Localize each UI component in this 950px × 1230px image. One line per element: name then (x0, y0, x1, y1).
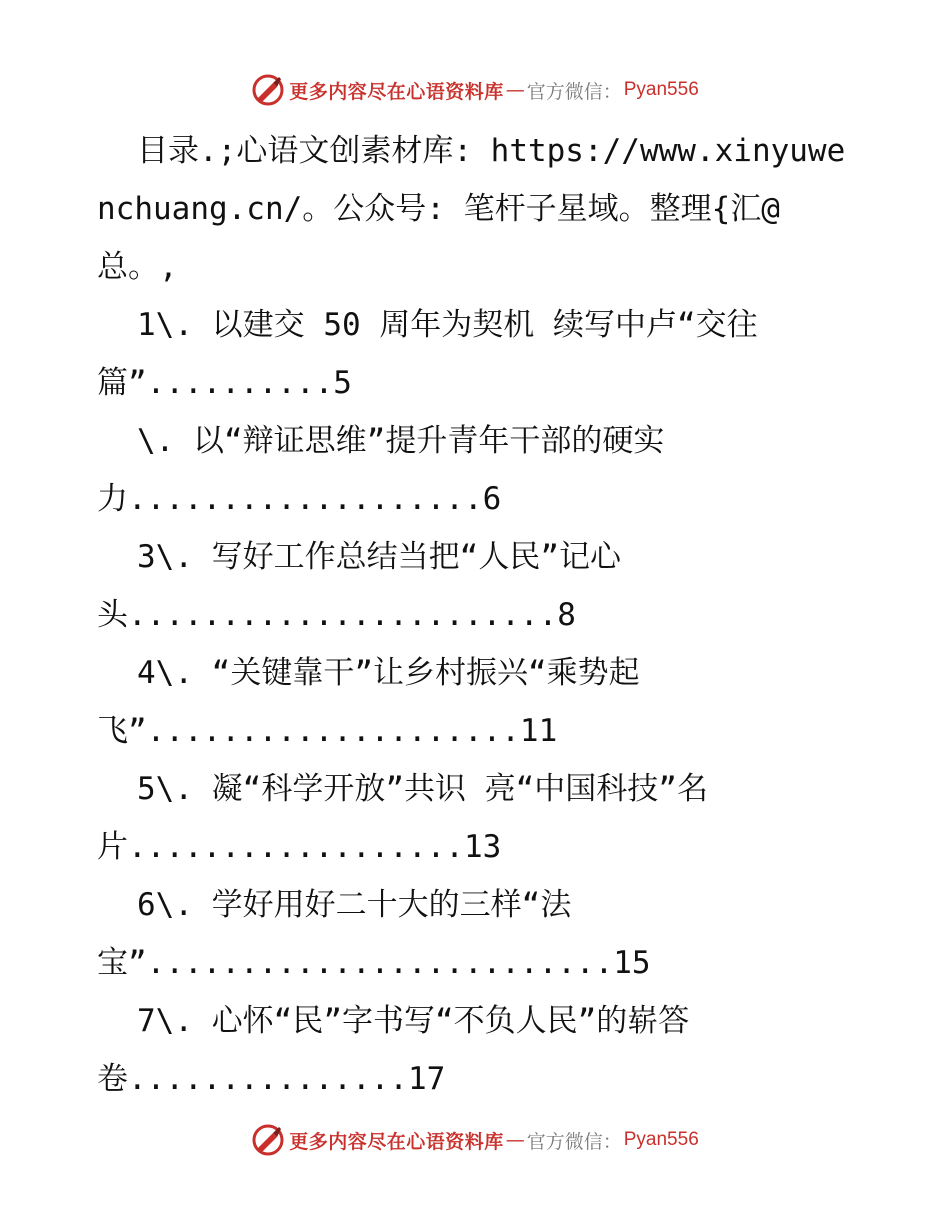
toc-item (97, 992, 857, 1108)
toc-item-page: 宝”.........................15 (97, 945, 651, 981)
toc-item-title: 5\. 凝“科学开放”共识 亮“中国科技”名 (137, 771, 708, 807)
banner-dash: — (505, 79, 525, 101)
toc-item-page: 飞”....................11 (97, 713, 558, 749)
toc-item (97, 528, 857, 644)
toc-item-title: 6\. 学好用好二十大的三样“法 (137, 887, 572, 923)
toc-item-page: 力...................6 (97, 481, 502, 517)
banner-wechat-label: 官方微信： (526, 80, 622, 103)
banner-main-text: 更多内容尽在心语资料库 (289, 80, 504, 103)
banner-wechat-id: Pyan556 (623, 1129, 699, 1150)
banner-dash: — (505, 1129, 525, 1151)
toc-item-title: 7\. 心怀“民”字书写“不负人民”的崭答 (137, 1003, 690, 1039)
intro-paragraph: 目录.;心语文创素材库: https://www.xinyuwenchuang.cn/。公众号: 笔杆子星域。整理{汇@总。, (97, 133, 846, 285)
footer-banner (0, 1120, 950, 1160)
toc-item-page: 篇”..........5 (97, 365, 352, 401)
pen-logo-icon (251, 1123, 285, 1157)
toc-item-title: \. 以“辩证思维”提升青年干部的硬实 (137, 423, 665, 459)
toc-item (97, 876, 857, 992)
toc-item (97, 644, 857, 760)
toc-item (97, 412, 857, 528)
toc-item (97, 296, 857, 412)
toc-item-page: 头.......................8 (97, 597, 576, 633)
document-body (97, 122, 857, 1108)
toc-item-page: 片..................13 (97, 829, 502, 865)
toc-item-title: 1\. 以建交 50 周年为契机 续写中卢“交往 (137, 307, 758, 343)
header-banner (0, 70, 950, 110)
banner-main-text: 更多内容尽在心语资料库 (289, 1130, 504, 1153)
toc-item-page: 卷...............17 (97, 1061, 446, 1097)
toc-item (97, 760, 857, 876)
banner-wechat-label: 官方微信： (526, 1130, 622, 1153)
banner-wechat-id: Pyan556 (623, 79, 699, 100)
toc-item-title: 4\. “关键靠干”让乡村振兴“乘势起 (137, 655, 640, 691)
pen-logo-icon (251, 73, 285, 107)
toc-item-title: 3\. 写好工作总结当把“人民”记心 (137, 539, 621, 575)
